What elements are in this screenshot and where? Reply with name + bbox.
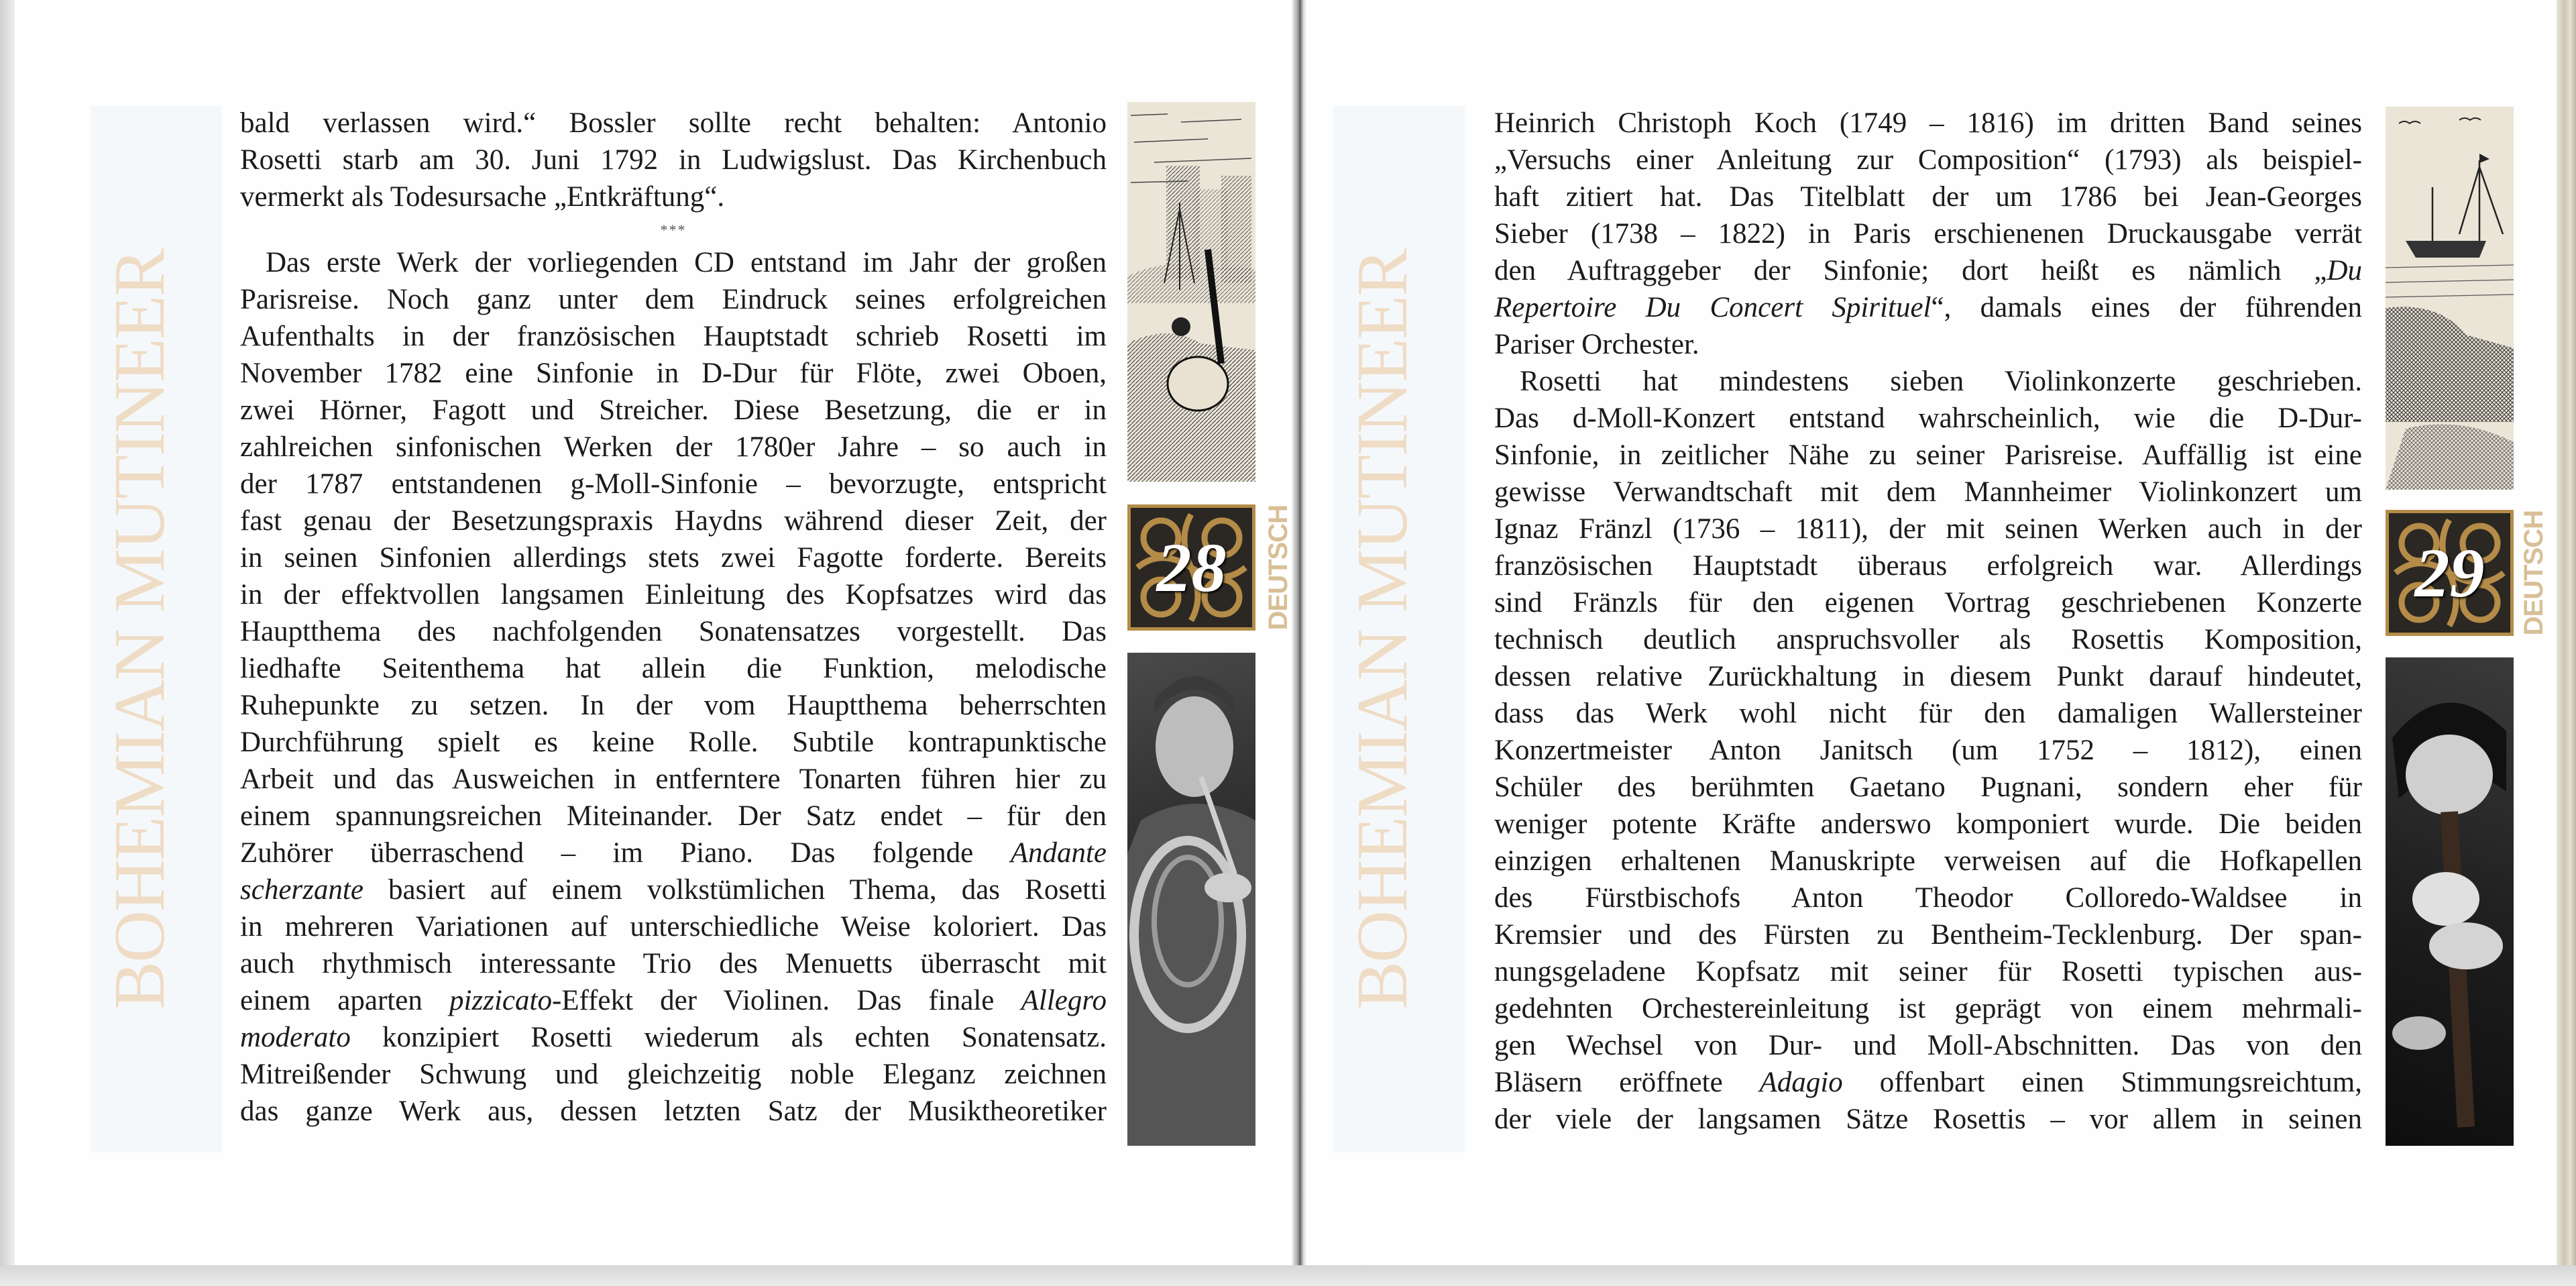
text-line: Heinrich Christoph Koch (1749 – 1816) im dritten Band seines xyxy=(1494,107,2362,139)
body-text xyxy=(1494,105,2362,1138)
text-line: sind Fränzls für den eigenen Vortrag geschriebenen Konzerte xyxy=(1494,587,2362,619)
text-line: gewisse Verwandtschaft mit dem Mannheimer Violinkonzert um xyxy=(1494,476,2362,508)
text-line: Sinfonie, in zeitlicher Nähe zu seiner Parisreise. Auffällig ist eine xyxy=(1494,439,2362,471)
text-line: technisch deutlich anspruchsvoller als Rosettis Komposition, xyxy=(1494,624,2362,655)
text-segment: offenbart einen Stimmungsreichtum, xyxy=(1842,1067,2362,1098)
page-number-badge xyxy=(1127,504,1255,631)
sidebar-title-column xyxy=(1333,106,1465,1153)
text-line: Konzertmeister Anton Janitsch (um 1752 – 1812), einen xyxy=(1494,735,2362,766)
text-line: auch rhythmisch interessante Trio des Menuetts überrascht mit xyxy=(240,948,1107,979)
text-line: haft zitiert hat. Das Titelblatt der um 1786 bei Jean-Georges xyxy=(1494,181,2362,213)
text-line: Schüler des berühmten Gaetano Pugnani, sondern eher für xyxy=(1494,771,2362,803)
text-line: liedhafte Seitenthema hat allein die Funktion, melodische xyxy=(240,653,1107,684)
italic-term: Andante xyxy=(1010,837,1107,869)
text-segment: konzipiert Rosetti wiederum als echten Sonatensatz. xyxy=(350,1022,1107,1053)
body-text xyxy=(240,105,1107,1130)
scan-edge-left xyxy=(0,0,15,1265)
text-line xyxy=(240,871,1107,908)
text-line: der 1787 entstandenen g-Moll-Sinfonie – bevorzugte, entspricht xyxy=(240,468,1107,500)
text-line: Ignaz Fränzl (1736 – 1811), der mit seinen Werken auch in der xyxy=(1494,513,2362,545)
text-line: Rosetti hat mindestens sieben Violinkonzerte geschrieben. xyxy=(1520,366,2362,397)
sidebar-title: BOHEMIAN MUTINEER xyxy=(100,249,180,1010)
text-line: bald verlassen wird.“ Bossler sollte recht behalten: Antonio xyxy=(240,107,1107,139)
text-segment: den Auftraggeber der Sinfonie; dort heißt es nämlich „ xyxy=(1494,255,2327,286)
text-line: nungsgeladene Kopfsatz mit seiner für Rosetti typischen aus- xyxy=(1494,956,2362,987)
italic-term: Allegro xyxy=(1021,985,1107,1016)
text-line: zwei Hörner, Fagott und Streicher. Diese Besetzung, die er in xyxy=(240,394,1107,426)
text-line: weniger potente Kräfte anderswo komponiert wurde. Die beiden xyxy=(1494,808,2362,840)
text-segment: Bläsern eröffnete xyxy=(1494,1067,1760,1098)
text-line: Mitreißender Schwung und gleichzeitig noble Eleganz zeichnen xyxy=(240,1059,1107,1090)
scan-edge-bottom xyxy=(0,1265,2576,1286)
italic-term: pizzicato xyxy=(449,985,552,1016)
page-number: 29 xyxy=(2414,534,2485,612)
language-tab xyxy=(1264,504,1293,631)
scan-edge-right xyxy=(2557,0,2576,1286)
text-segment: einem aparten xyxy=(240,985,450,1016)
language-tab-label: DEUTSCH xyxy=(1263,504,1293,631)
language-tab-label: DEUTSCH xyxy=(2518,510,2549,636)
text-line: des Fürstbischofs Anton Theodor Colloredo-Waldsee in xyxy=(1494,882,2362,914)
text-line: einem spannungsreichen Miteinander. Der Satz endet – für den xyxy=(240,800,1107,832)
sidebar-title-column xyxy=(91,106,222,1153)
text-line xyxy=(1494,289,2362,326)
photo-horn-player xyxy=(1127,653,1255,1146)
text-line: Sieber (1738 – 1822) in Paris erschienenen Druckausgabe verrät xyxy=(1494,218,2362,250)
text-line xyxy=(1494,1064,2362,1101)
photo-recorder-player xyxy=(2386,657,2514,1146)
page-number-badge xyxy=(2386,510,2514,636)
text-line: Hauptthema des nachfolgenden Sonatensatzes vorgestellt. Das xyxy=(240,616,1107,647)
sidebar-title: BOHEMIAN MUTINEER xyxy=(1343,249,1422,1010)
engraving-harbour-tower-image xyxy=(1127,102,1255,482)
text-line: Durchführung spielt es keine Rolle. Subtile kontrapunktische xyxy=(240,727,1107,758)
text-line: zahlreichen sinfonischen Werken der 1780er Jahre – so auch in xyxy=(240,431,1107,463)
text-line: dass das Werk wohl nicht für den damaligen Wallersteiner xyxy=(1494,698,2362,729)
text-line xyxy=(240,982,1107,1019)
text-line: Das d-Moll-Konzert entstand wahrscheinlich, wie die D-Dur- xyxy=(1494,403,2362,434)
text-line: Das erste Werk der vorliegenden CD entstand im Jahr der großen xyxy=(266,247,1107,278)
italic-term: Adagio xyxy=(1759,1067,1843,1098)
text-line xyxy=(240,835,1107,871)
text-line xyxy=(1494,252,2362,289)
text-segment: -Effekt der Violinen. Das finale xyxy=(551,985,1021,1016)
italic-term: Repertoire Du Concert Spirituel xyxy=(1494,292,1931,323)
text-line: der viele der langsamen Sätze Rosettis – vor allem in seinen xyxy=(1494,1104,2362,1135)
italic-term: Du xyxy=(2327,255,2362,286)
text-line: dessen relative Zurückhaltung in diesem Punkt darauf hindeutet, xyxy=(1494,661,2362,692)
text-line: Arbeit und das Ausweichen in entferntere Tonarten führen hier zu xyxy=(240,763,1107,795)
text-segment: “, damals eines der führenden xyxy=(1931,292,2363,323)
language-tab xyxy=(2519,510,2549,636)
text-segment: Zuhörer überraschend – im Piano. Das folgende xyxy=(240,837,1011,869)
text-line: Ruhepunkte zu setzen. In der vom Hauptthema beherrschten xyxy=(240,690,1107,721)
text-line: vermerkt als Todesursache „Entkräftung“. xyxy=(240,181,725,213)
text-line: Pariser Orchester. xyxy=(1494,329,1699,360)
text-line: Aufenthalts in der französischen Hauptstadt schrieb Rosetti im xyxy=(240,321,1107,352)
text-line: französischen Hauptstadt überaus erfolgreich war. Allerdings xyxy=(1494,550,2362,582)
text-line: Kremsier und des Fürsten zu Bentheim-Tecklenburg. Der span- xyxy=(1494,919,2362,951)
text-line: gedehnten Orchestereinleitung ist geprägt von einem mehrmali- xyxy=(1494,993,2362,1024)
booklet-gutter xyxy=(1292,0,1306,1265)
text-segment: basiert auf einem volkstümlichen Thema, das Rosetti xyxy=(363,874,1107,906)
text-line: Parisreise. Noch ganz unter dem Eindruck seines erfolgreichen xyxy=(240,284,1107,315)
text-line: das ganze Werk aus, dessen letzten Satz der Musiktheoretiker xyxy=(240,1095,1107,1127)
italic-term: scherzante xyxy=(240,874,363,906)
text-line: fast genau der Besetzungspraxis Haydns während dieser Zeit, der xyxy=(240,505,1107,537)
page-number: 28 xyxy=(1156,529,1227,606)
text-line: in mehreren Variationen auf unterschiedliche Weise koloriert. Das xyxy=(240,911,1107,943)
text-line: in der effektvollen langsamen Einleitung des Kopfsatzes wird das xyxy=(240,579,1107,610)
engraving-ships-image xyxy=(2386,107,2514,490)
text-line: November 1782 eine Sinfonie in D-Dur für Flöte, zwei Oboen, xyxy=(240,358,1107,389)
text-line: einzigen erhaltenen Manuskripte verweisen auf die Hofkapellen xyxy=(1494,845,2362,877)
text-line: „Versuchs einer Anleitung zur Composition“ (1793) als beispiel- xyxy=(1494,144,2362,176)
text-line: Rosetti starb am 30. Juni 1792 in Ludwigslust. Das Kirchenbuch xyxy=(240,144,1107,176)
italic-term: moderato xyxy=(240,1022,351,1053)
text-line: gen Wechsel von Dur- und Moll-Abschnitten. Das von den xyxy=(1494,1030,2362,1061)
text-line: in seinen Sinfonien allerdings stets zwei Fagotte forderte. Bereits xyxy=(240,542,1107,574)
text-line xyxy=(240,1019,1107,1056)
section-separator: *** xyxy=(660,221,687,238)
